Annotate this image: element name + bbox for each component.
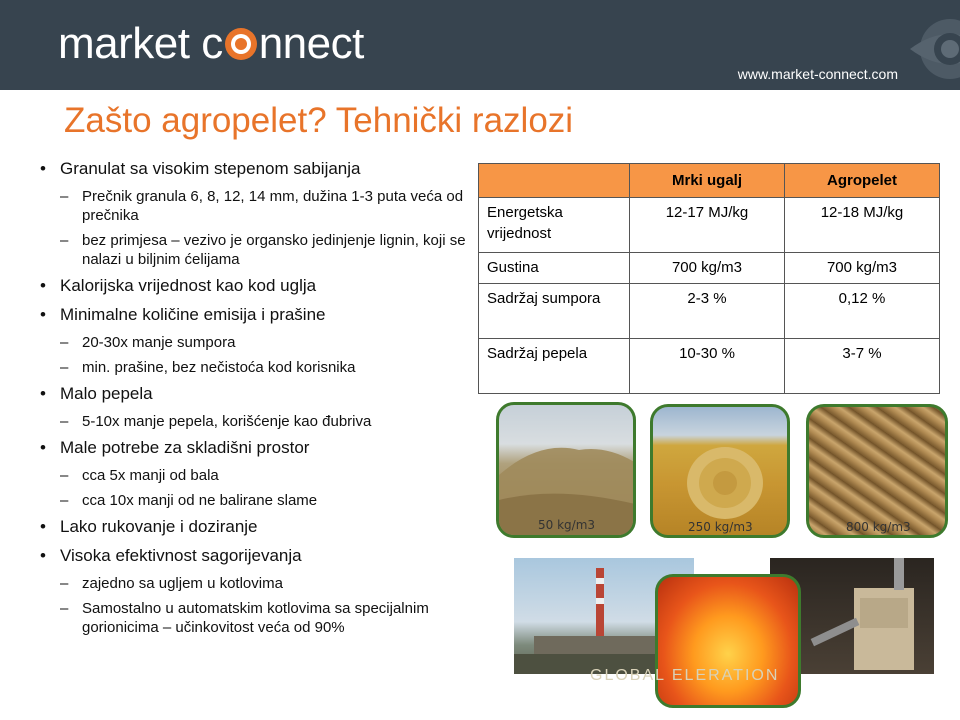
corner-eye-icon [900,14,960,84]
bullet-item: • Minimalne količine emisija i prašine [38,304,468,326]
row-label: Energetska vrijednost [479,198,630,253]
table-row [479,253,940,284]
table-cell: 12-17 MJ/kg [630,198,785,253]
table-cell: 0,12 % [785,284,940,339]
sub-bullet-item: – 5-10x manje pepela, korišćenje kao đubriva [38,412,468,431]
market-connect-logo[interactable] [58,19,364,68]
hay-bale-photo [650,404,790,538]
pellets-photo [806,404,948,538]
bullet-list [38,158,468,643]
sub-bullet-item: – zajedno sa ugljem u kotlovima [38,574,468,593]
bullet-item: • Malo pepela [38,383,468,405]
sub-bullet-item: – Samostalno u automatskim kotlovima sa specijalnim gorionicima – učinkovitost veća od 90% [38,599,468,637]
sub-bullet-item: – Prečnik granula 6, 8, 12, 14 mm, dužina 1-3 puta veća od prečnika [38,187,468,225]
bullet-item: • Kalorijska vrijednost kao kod uglja [38,275,468,297]
table-row [479,339,940,394]
fire-photo [655,574,801,708]
logo-text-left: market c [58,19,223,68]
table-cell: 10-30 % [630,339,785,394]
table-header-row [479,164,940,198]
faint-watermark-text: GLOBAL ELERATION [590,667,780,684]
bullet-item: • Granulat sa visokim stepenom sabijanja [38,158,468,180]
sub-bullet-item: – cca 5x manji od bala [38,466,468,485]
logo-eye-icon [224,27,258,61]
bullet-item: • Lako rukovanje i doziranje [38,516,468,538]
table-cell: 12-18 MJ/kg [785,198,940,253]
bullet-item: • Visoka efektivnost sagorijevanja [38,545,468,567]
row-label: Sadržaj pepela [479,339,630,394]
table-cell: 700 kg/m3 [630,253,785,284]
sub-bullet-item: – min. prašine, bez nečistoća kod korisnika [38,358,468,377]
table-cell: 700 kg/m3 [785,253,940,284]
table-cell: 3-7 % [785,339,940,394]
header-bar [0,0,960,90]
bale-density-caption: 250 kg/m3 [688,520,753,534]
table-header-cell [479,164,630,198]
bullet-item: • Male potrebe za skladišni prostor [38,437,468,459]
straw-density-caption: 50 kg/m3 [538,518,596,532]
row-label: Sadržaj sumpora [479,284,630,339]
sub-bullet-item: – cca 10x manji od ne balirane slame [38,491,468,510]
hay-bale-shape [653,407,790,538]
table-row [479,198,940,253]
table-row [479,284,940,339]
slide-title: Zašto agropelet? Tehnički razlozi [64,101,574,140]
pellets-density-caption: 800 kg/m3 [846,520,911,534]
table-header-cell: Mrki ugalj [630,164,785,198]
logo-text-right: nnect [258,19,364,68]
row-label: Gustina [479,253,630,284]
comparison-table [478,163,940,394]
sub-bullet-item: – 20-30x manje sumpora [38,333,468,352]
sub-bullet-item: – bez primjesa – vezivo je organsko jedinjenje lignin, koji se nalazi u biljnim ćelijama [38,231,468,269]
table-header-cell: Agropelet [785,164,940,198]
website-url[interactable]: www.market-connect.com [737,66,898,82]
table-cell: 2-3 % [630,284,785,339]
